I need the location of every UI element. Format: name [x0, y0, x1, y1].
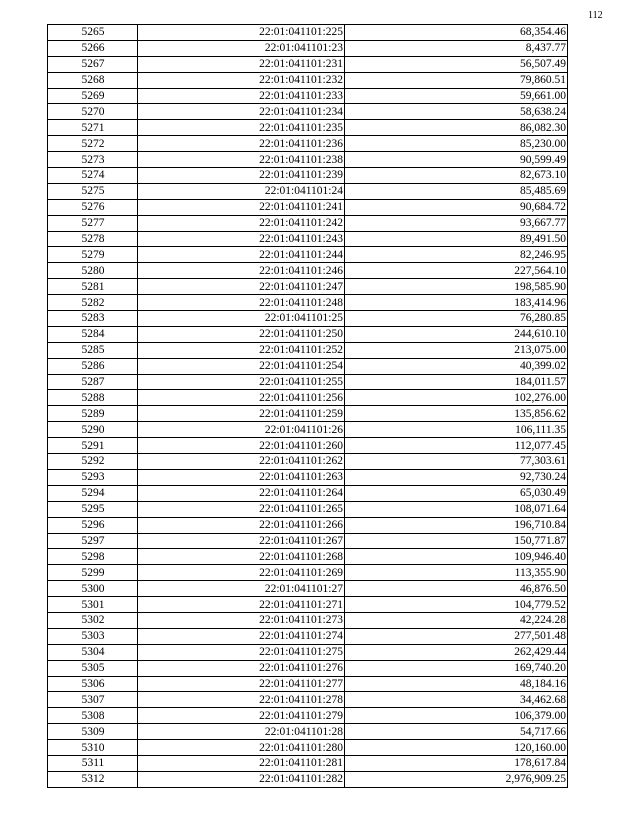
- cadastral-number-cell: 22:01:041101:24: [138, 183, 345, 199]
- table-row: [48, 152, 568, 168]
- cadastral-number-cell: 22:01:041101:244: [138, 247, 345, 263]
- cadastral-number-cell: 22:01:041101:241: [138, 199, 345, 215]
- cadastral-number-cell: 22:01:041101:243: [138, 231, 345, 247]
- table-row: [48, 501, 568, 517]
- table-row: [48, 279, 568, 295]
- cadastral-number-cell: 22:01:041101:275: [138, 644, 345, 660]
- row-number-cell: 5276: [48, 199, 138, 215]
- value-cell: 48,184.16: [345, 676, 568, 692]
- row-number-cell: 5287: [48, 374, 138, 390]
- row-number-cell: 5307: [48, 692, 138, 708]
- cadastral-number-cell: 22:01:041101:269: [138, 565, 345, 581]
- table-row: [48, 72, 568, 88]
- cadastral-number-cell: 22:01:041101:231: [138, 56, 345, 72]
- table-row: [48, 215, 568, 231]
- row-number-cell: 5292: [48, 454, 138, 470]
- row-number-cell: 5294: [48, 485, 138, 501]
- table-row: [48, 56, 568, 72]
- cadastral-number-cell: 22:01:041101:26: [138, 422, 345, 438]
- value-cell: 150,771.87: [345, 533, 568, 549]
- value-cell: 178,617.84: [345, 755, 568, 771]
- table-row: [48, 247, 568, 263]
- value-cell: 184,011.57: [345, 374, 568, 390]
- row-number-cell: 5300: [48, 581, 138, 597]
- table-row: [48, 755, 568, 771]
- row-number-cell: 5281: [48, 279, 138, 295]
- table-row: [48, 660, 568, 676]
- table-body: [48, 25, 568, 788]
- cadastral-number-cell: 22:01:041101:25: [138, 311, 345, 327]
- value-cell: 108,071.64: [345, 501, 568, 517]
- row-number-cell: 5303: [48, 628, 138, 644]
- table-row: [48, 565, 568, 581]
- value-cell: 93,667.77: [345, 215, 568, 231]
- cadastral-value-table: [47, 24, 568, 788]
- table-row: [48, 168, 568, 184]
- row-number-cell: 5297: [48, 533, 138, 549]
- table-row: [48, 485, 568, 501]
- row-number-cell: 5277: [48, 215, 138, 231]
- cadastral-number-cell: 22:01:041101:279: [138, 708, 345, 724]
- cadastral-number-cell: 22:01:041101:260: [138, 438, 345, 454]
- row-number-cell: 5306: [48, 676, 138, 692]
- table-row: [48, 358, 568, 374]
- value-cell: 112,077.45: [345, 438, 568, 454]
- value-cell: 196,710.84: [345, 517, 568, 533]
- value-cell: 183,414.96: [345, 295, 568, 311]
- table-row: [48, 549, 568, 565]
- value-cell: 56,507.49: [345, 56, 568, 72]
- table-row: [48, 708, 568, 724]
- value-cell: 77,303.61: [345, 454, 568, 470]
- row-number-cell: 5284: [48, 326, 138, 342]
- table-row: [48, 469, 568, 485]
- row-number-cell: 5271: [48, 120, 138, 136]
- row-number-cell: 5275: [48, 183, 138, 199]
- table-row: [48, 199, 568, 215]
- cadastral-number-cell: 22:01:041101:268: [138, 549, 345, 565]
- cadastral-number-cell: 22:01:041101:273: [138, 612, 345, 628]
- value-cell: 42,224.28: [345, 612, 568, 628]
- row-number-cell: 5290: [48, 422, 138, 438]
- cadastral-number-cell: 22:01:041101:274: [138, 628, 345, 644]
- row-number-cell: 5274: [48, 168, 138, 184]
- value-cell: 213,075.00: [345, 342, 568, 358]
- cadastral-number-cell: 22:01:041101:265: [138, 501, 345, 517]
- table-row: [48, 724, 568, 740]
- cadastral-number-cell: 22:01:041101:278: [138, 692, 345, 708]
- table-row: [48, 104, 568, 120]
- table-row: [48, 740, 568, 756]
- value-cell: 46,876.50: [345, 581, 568, 597]
- table-row: [48, 597, 568, 613]
- row-number-cell: 5280: [48, 263, 138, 279]
- value-cell: 85,485.69: [345, 183, 568, 199]
- table-row: [48, 295, 568, 311]
- value-cell: 86,082.30: [345, 120, 568, 136]
- table-row: [48, 390, 568, 406]
- cadastral-number-cell: 22:01:041101:259: [138, 406, 345, 422]
- cadastral-number-cell: 22:01:041101:235: [138, 120, 345, 136]
- value-cell: 2,976,909.25: [345, 771, 568, 787]
- cadastral-number-cell: 22:01:041101:263: [138, 469, 345, 485]
- cadastral-number-cell: 22:01:041101:266: [138, 517, 345, 533]
- value-cell: 106,111.35: [345, 422, 568, 438]
- table-row: [48, 120, 568, 136]
- table-row: [48, 612, 568, 628]
- row-number-cell: 5302: [48, 612, 138, 628]
- table-row: [48, 326, 568, 342]
- row-number-cell: 5285: [48, 342, 138, 358]
- cadastral-number-cell: 22:01:041101:27: [138, 581, 345, 597]
- table-row: [48, 454, 568, 470]
- row-number-cell: 5267: [48, 56, 138, 72]
- cadastral-number-cell: 22:01:041101:233: [138, 88, 345, 104]
- row-number-cell: 5265: [48, 25, 138, 41]
- row-number-cell: 5291: [48, 438, 138, 454]
- value-cell: 92,730.24: [345, 469, 568, 485]
- row-number-cell: 5283: [48, 311, 138, 327]
- table-row: [48, 438, 568, 454]
- row-number-cell: 5279: [48, 247, 138, 263]
- row-number-cell: 5289: [48, 406, 138, 422]
- value-cell: 8,437.77: [345, 40, 568, 56]
- table-row: [48, 231, 568, 247]
- cadastral-number-cell: 22:01:041101:271: [138, 597, 345, 613]
- value-cell: 169,740.20: [345, 660, 568, 676]
- cadastral-number-cell: 22:01:041101:239: [138, 168, 345, 184]
- row-number-cell: 5282: [48, 295, 138, 311]
- table-row: [48, 581, 568, 597]
- cadastral-number-cell: 22:01:041101:236: [138, 136, 345, 152]
- row-number-cell: 5309: [48, 724, 138, 740]
- row-number-cell: 5308: [48, 708, 138, 724]
- table-row: [48, 183, 568, 199]
- row-number-cell: 5311: [48, 755, 138, 771]
- row-number-cell: 5270: [48, 104, 138, 120]
- table-row: [48, 406, 568, 422]
- row-number-cell: 5278: [48, 231, 138, 247]
- cadastral-number-cell: 22:01:041101:28: [138, 724, 345, 740]
- row-number-cell: 5273: [48, 152, 138, 168]
- cadastral-number-cell: 22:01:041101:23: [138, 40, 345, 56]
- row-number-cell: 5305: [48, 660, 138, 676]
- table-row: [48, 517, 568, 533]
- value-cell: 65,030.49: [345, 485, 568, 501]
- cadastral-number-cell: 22:01:041101:256: [138, 390, 345, 406]
- value-cell: 40,399.02: [345, 358, 568, 374]
- cadastral-number-cell: 22:01:041101:280: [138, 740, 345, 756]
- row-number-cell: 5312: [48, 771, 138, 787]
- table-row: [48, 342, 568, 358]
- cadastral-number-cell: 22:01:041101:247: [138, 279, 345, 295]
- value-cell: 82,673.10: [345, 168, 568, 184]
- value-cell: 58,638.24: [345, 104, 568, 120]
- value-cell: 59,661.00: [345, 88, 568, 104]
- table-row: [48, 692, 568, 708]
- table-row: [48, 88, 568, 104]
- cadastral-number-cell: 22:01:041101:254: [138, 358, 345, 374]
- value-cell: 102,276.00: [345, 390, 568, 406]
- value-cell: 113,355.90: [345, 565, 568, 581]
- value-cell: 68,354.46: [345, 25, 568, 41]
- table-row: [48, 136, 568, 152]
- value-cell: 79,860.51: [345, 72, 568, 88]
- cadastral-number-cell: 22:01:041101:277: [138, 676, 345, 692]
- cadastral-number-cell: 22:01:041101:262: [138, 454, 345, 470]
- cadastral-number-cell: 22:01:041101:225: [138, 25, 345, 41]
- cadastral-number-cell: 22:01:041101:252: [138, 342, 345, 358]
- row-number-cell: 5293: [48, 469, 138, 485]
- value-cell: 198,585.90: [345, 279, 568, 295]
- cadastral-number-cell: 22:01:041101:264: [138, 485, 345, 501]
- value-cell: 34,462.68: [345, 692, 568, 708]
- row-number-cell: 5295: [48, 501, 138, 517]
- cadastral-number-cell: 22:01:041101:250: [138, 326, 345, 342]
- cadastral-number-cell: 22:01:041101:238: [138, 152, 345, 168]
- value-cell: 54,717.66: [345, 724, 568, 740]
- table-row: [48, 311, 568, 327]
- table-row: [48, 374, 568, 390]
- value-cell: 82,246.95: [345, 247, 568, 263]
- value-cell: 135,856.62: [345, 406, 568, 422]
- value-cell: 227,564.10: [345, 263, 568, 279]
- cadastral-number-cell: 22:01:041101:246: [138, 263, 345, 279]
- value-cell: 104,779.52: [345, 597, 568, 613]
- table-row: [48, 533, 568, 549]
- table-row: [48, 644, 568, 660]
- value-cell: 90,684.72: [345, 199, 568, 215]
- value-cell: 89,491.50: [345, 231, 568, 247]
- table-row: [48, 25, 568, 41]
- table-row: [48, 40, 568, 56]
- table-row: [48, 263, 568, 279]
- page-number: 112: [588, 10, 603, 21]
- row-number-cell: 5268: [48, 72, 138, 88]
- row-number-cell: 5296: [48, 517, 138, 533]
- table-row: [48, 676, 568, 692]
- value-cell: 76,280.85: [345, 311, 568, 327]
- value-cell: 109,946.40: [345, 549, 568, 565]
- value-cell: 85,230.00: [345, 136, 568, 152]
- value-cell: 277,501.48: [345, 628, 568, 644]
- value-cell: 106,379.00: [345, 708, 568, 724]
- cadastral-number-cell: 22:01:041101:267: [138, 533, 345, 549]
- value-cell: 244,610.10: [345, 326, 568, 342]
- cadastral-number-cell: 22:01:041101:282: [138, 771, 345, 787]
- row-number-cell: 5272: [48, 136, 138, 152]
- cadastral-number-cell: 22:01:041101:276: [138, 660, 345, 676]
- value-cell: 262,429.44: [345, 644, 568, 660]
- row-number-cell: 5269: [48, 88, 138, 104]
- cadastral-number-cell: 22:01:041101:281: [138, 755, 345, 771]
- value-cell: 90,599.49: [345, 152, 568, 168]
- value-cell: 120,160.00: [345, 740, 568, 756]
- cadastral-number-cell: 22:01:041101:248: [138, 295, 345, 311]
- row-number-cell: 5288: [48, 390, 138, 406]
- table-row: [48, 628, 568, 644]
- cadastral-number-cell: 22:01:041101:242: [138, 215, 345, 231]
- row-number-cell: 5310: [48, 740, 138, 756]
- cadastral-number-cell: 22:01:041101:232: [138, 72, 345, 88]
- table-row: [48, 422, 568, 438]
- row-number-cell: 5301: [48, 597, 138, 613]
- table-row: [48, 771, 568, 787]
- cadastral-number-cell: 22:01:041101:255: [138, 374, 345, 390]
- row-number-cell: 5286: [48, 358, 138, 374]
- row-number-cell: 5266: [48, 40, 138, 56]
- cadastral-number-cell: 22:01:041101:234: [138, 104, 345, 120]
- row-number-cell: 5298: [48, 549, 138, 565]
- row-number-cell: 5299: [48, 565, 138, 581]
- row-number-cell: 5304: [48, 644, 138, 660]
